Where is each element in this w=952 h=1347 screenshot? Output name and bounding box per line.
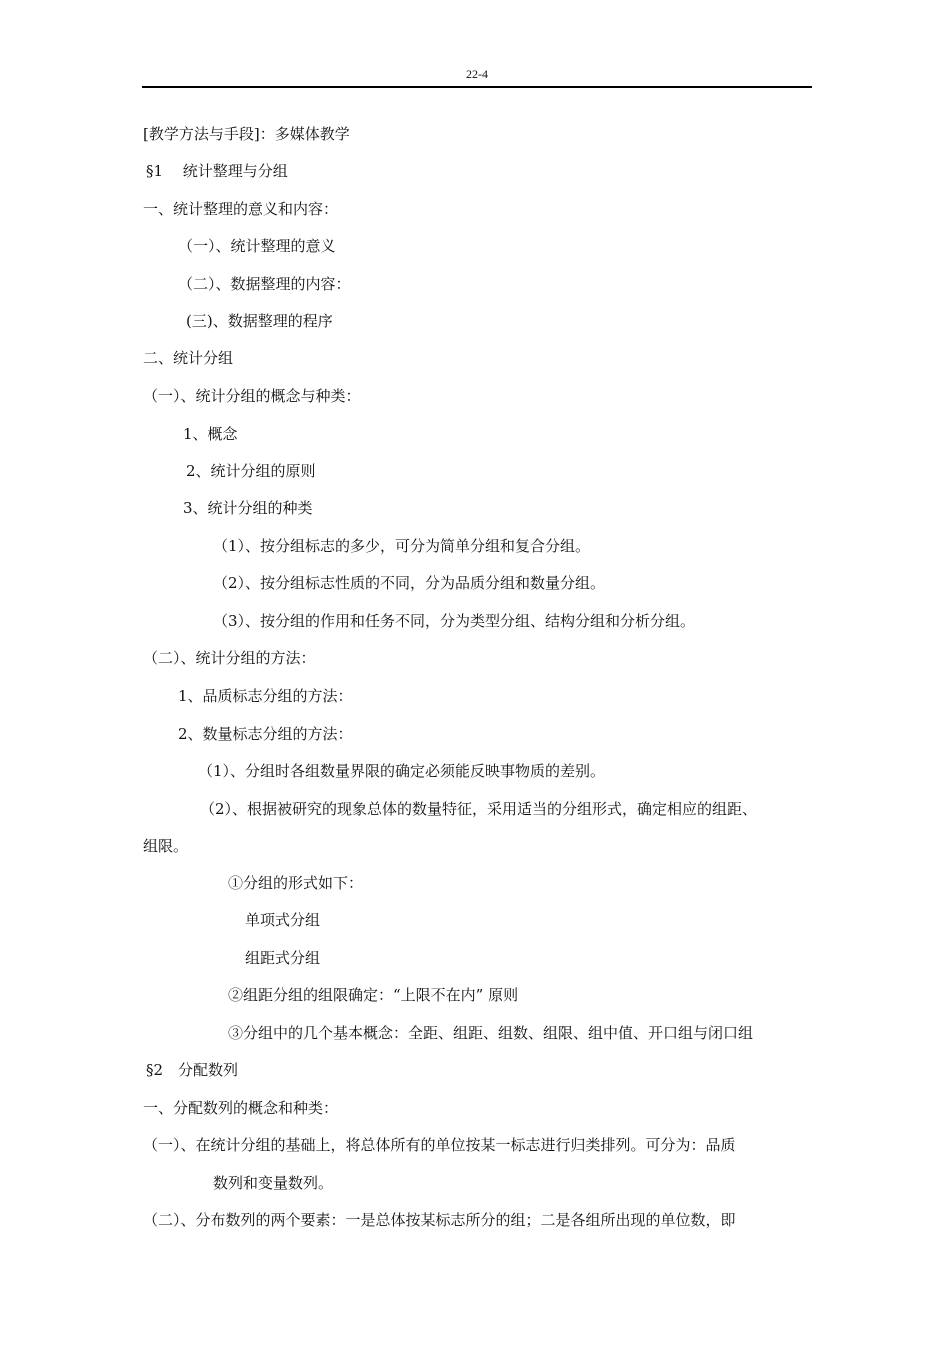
page-header xyxy=(142,66,812,88)
distribution-definition: （一）、在统计分组的基础上，将总体所有的单位按某一标志进行归类排列。可分为：品质 xyxy=(143,1136,736,1154)
subheading-procedure: (三)、数据整理的程序 xyxy=(186,312,333,330)
distribution-elements: （二）、分布数列的两个要素：一是总体按某标志所分的组；二是各组所出现的单位数，即 xyxy=(143,1211,736,1229)
page-number: 22-4 xyxy=(466,67,488,81)
method-qualitative: 1、品质标志分组的方法： xyxy=(178,687,353,705)
heading-statistical-sorting: 一、统计整理的意义和内容： xyxy=(143,200,339,218)
group-limit-rule: ②组距分组的组限确定：“上限不在内” 原则 xyxy=(228,986,519,1004)
section-2-heading: §2 分配数列 xyxy=(146,1061,239,1079)
distribution-definition-continued: 数列和变量数列。 xyxy=(213,1174,334,1192)
method-quantitative: 2、数量标志分组的方法： xyxy=(178,725,353,743)
subheading-grouping-concept: （一）、统计分组的概念与种类： xyxy=(143,387,361,405)
section-1-heading: §1 统计整理与分组 xyxy=(146,162,288,180)
item-types: 3、统计分组的种类 xyxy=(183,499,313,517)
heading-distribution-series: 一、分配数列的概念和种类： xyxy=(143,1099,339,1117)
method-point-2-continued: 组限。 xyxy=(143,837,189,855)
method-point-2: （2）、根据被研究的现象总体的数量特征，采用适当的分组形式，确定相应的组距、 xyxy=(200,800,758,818)
subheading-content: （二）、数据整理的内容： xyxy=(178,275,351,293)
heading-statistical-grouping: 二、统计分组 xyxy=(143,349,234,367)
item-concept: 1、概念 xyxy=(183,425,238,443)
method-point-1: （1）、分组时各组数量界限的确定必须能反映事物质的差别。 xyxy=(198,762,606,780)
subheading-grouping-method: （二）、统计分组的方法： xyxy=(143,649,316,667)
basic-concepts: ③分组中的几个基本概念：全距、组距、组数、组限、组中值、开口组与闭口组 xyxy=(228,1024,754,1042)
interval-grouping: 组距式分组 xyxy=(245,949,321,967)
item-principle: 2、统计分组的原则 xyxy=(186,462,316,480)
subheading-meaning: （一）、统计整理的意义 xyxy=(178,237,336,255)
group-form-heading: ①分组的形式如下： xyxy=(228,874,364,892)
type-2: （2）、按分组标志性质的不同，分为品质分组和数量分组。 xyxy=(213,574,606,592)
type-3: （3）、按分组的作用和任务不同，分为类型分组、结构分组和分析分组。 xyxy=(213,612,696,630)
type-1: （1）、按分组标志的多少，可分为简单分组和复合分组。 xyxy=(213,537,591,555)
single-item-grouping: 单项式分组 xyxy=(245,911,321,929)
teaching-method-line: [教学方法与手段]：多媒体教学 xyxy=(143,125,350,143)
